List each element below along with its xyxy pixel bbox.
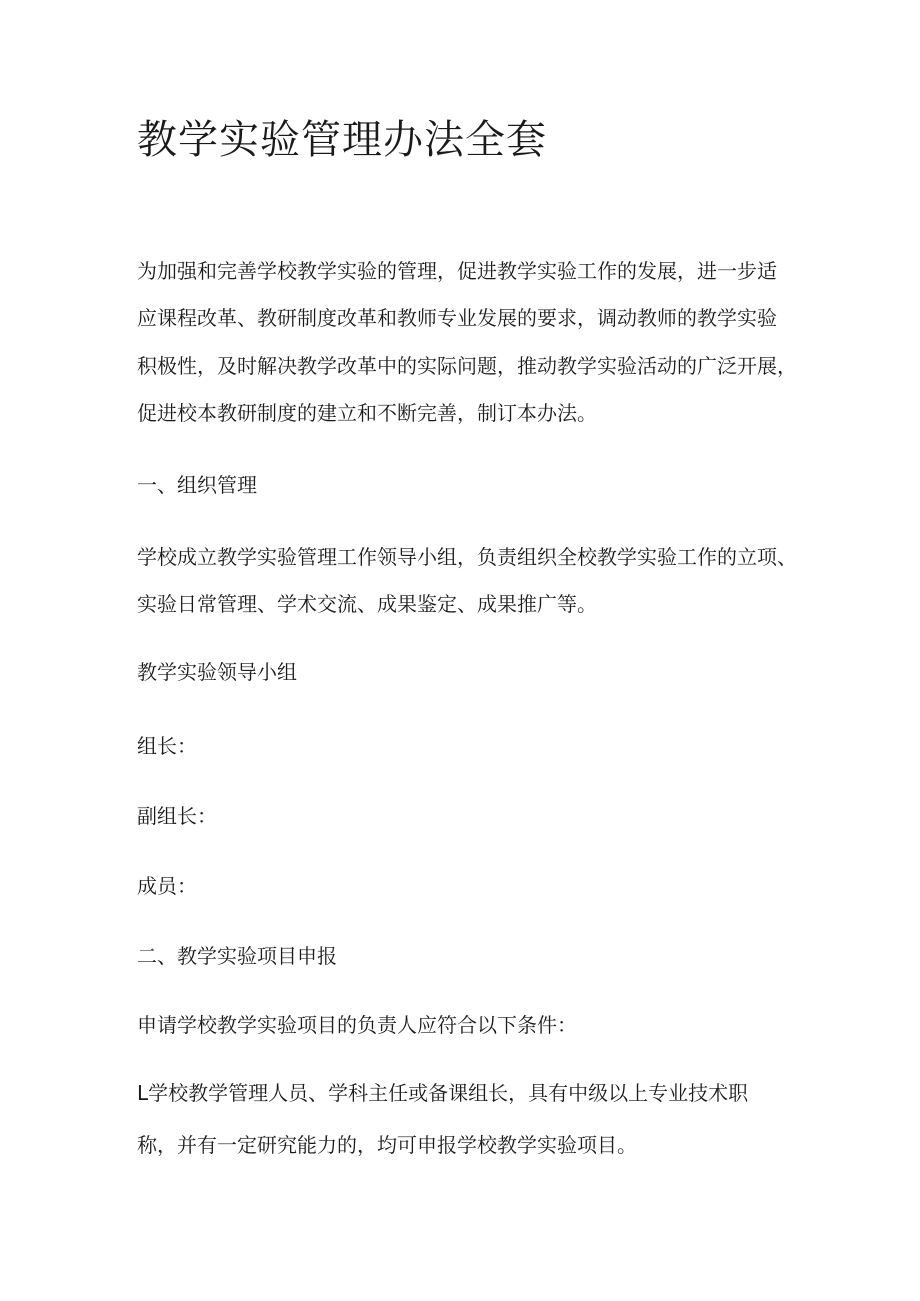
group-title: 教学实验领导小组 <box>137 660 297 684</box>
intro-line-1: 为加强和完善学校教学实验的管理，促进教学实验工作的发展，进一步适 <box>137 259 777 283</box>
condition-1-line-2: 称，并有一定研究能力的，均可申报学校教学实验项目。 <box>137 1133 637 1157</box>
section1-body-line-2: 实验日常管理、学术交流、成果鉴定、成果推广等。 <box>137 592 597 616</box>
condition-intro: 申请学校教学实验项目的负责人应符合以下条件： <box>137 1013 577 1037</box>
document-title: 教学实验管理办法全套 <box>137 117 547 163</box>
section1-heading: 一、组织管理 <box>137 473 257 497</box>
leader-label: 组长： <box>137 734 197 758</box>
section1-body-line-1: 学校成立教学实验管理工作领导小组，负责组织全校教学实验工作的立项、 <box>137 545 797 569</box>
deputy-label: 副组长： <box>137 804 217 828</box>
intro-line-3: 积极性，及时解决教学改革中的实际问题，推动教学实验活动的广泛开展， <box>137 354 797 378</box>
members-label: 成员： <box>137 874 197 898</box>
condition-1-line-1: L学校教学管理人员、学科主任或备课组长，具有中级以上专业技术职 <box>137 1081 749 1105</box>
intro-line-4: 促进校本教研制度的建立和不断完善，制订本办法。 <box>137 401 597 425</box>
intro-line-2: 应课程改革、教研制度改革和教师专业发展的要求，调动教师的教学实验 <box>137 306 777 330</box>
section2-heading: 二、教学实验项目申报 <box>137 944 337 968</box>
